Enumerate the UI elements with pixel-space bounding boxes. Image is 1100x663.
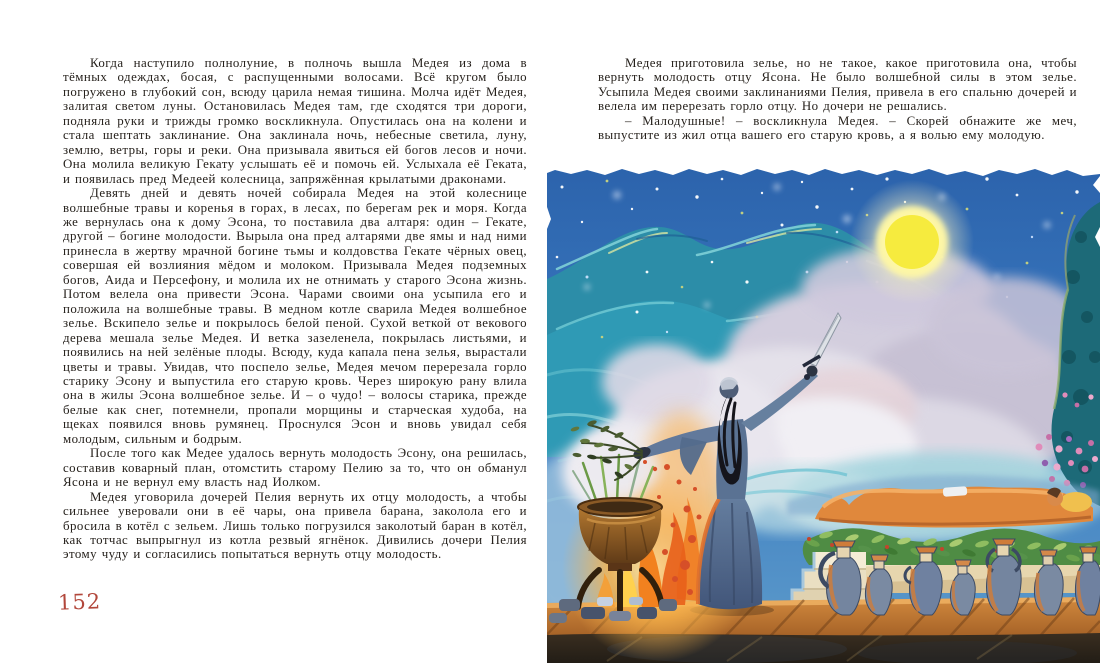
reclining-figure [815,486,1093,527]
paragraph: Девять дней и девять ночей собирала Медея на этой колеснице волшебные травы и коренья в горах, в лесах, по берегам рек и моря. Когда же вернулась она к дому Эсона, то поставила два алтаря: один – Гекате, другой – богине молодости. Вырыла она пред алтарями две ямы и над ними принесла в жертву мрачной богине тьмы и колдовства Гекате чёрных овец, совершая ей возлияния мёдом и молоком. Призывала Медея подземных богов, Аида и Персефону, и молила их не отнимать у старого Эсона жизнь. Потом велела она привести Эсона. Чарами своими она усыпила его и положила на волшебные травы. В медном котле сварила Медея волшебное зелье. Вскипело зелье и покрылось белой пеной. Сухой веткой от векового дерева мешала зелье Медея. И ветка зазеленела, покрылась листьями, и появились на ней зелёные плоды. Всюду, куда капала пена зелья, вырастали цветы и травы. Увидав, что поспело зелье, Медея мечом перерезала горло старику Эсону и выпустила его старую кровь. Через широкую рану влила она в жилы Эсона волшебное зелье. И – о чудо! – волосы старика, прежде белые как снег, потемнели, пропали морщины и старческая худоба, на щеках появился вновь румянец. Проснулся Эсон и вновь увидал себя молодым, сильным и бодрым. [63,186,527,446]
paragraph: Когда наступило полнолуние, в полночь вышла Медея из дома в тёмных одеждах, босая, с распущенными волосами. Всё кругом было погружено в глубокий сон, всюду царила немая тишина. Молча идёт Медея, залитая светом луны. Остановилась Медея там, где сходятся три дороги, подняла руки и трижды громко воскликнула. Опустилась она на колени и стала шептать заклинание. Она заклинала ночь, небесные светила, луну, землю, ветры, горы и реки. Она призывала явиться ей богов лесов и ночи. Она молила великую Гекату услышать её и помочь ей. Услыхала её Геката, и появилась пред Медеей колесница, запряжённая крылатыми драконами. [63,56,527,186]
paragraph: Медея приготовила зелье, но не такое, какое приготовила она, чтобы вернуть молодость отцу Ясона. Не было волшебной силы в этом зелье. Усыпила Медея своими заклинаниями Пелия, привела в его спальню дочерей и велела им перерезать горло отцу. Но дочери не решались. [598,56,1077,114]
paragraph: После того как Медее удалось вернуть молодость Эсону, она решилась, составив коварный план, отомстить старому Пелию за то, что он обманул Ясона и не вернул ему власть над Иолком. [63,446,527,490]
left-text-block [63,56,527,562]
paragraph: – Малодушные! – воскликнула Медея. – Скорей обнажите же меч, выпустите из жил отца вашего его старую кровь, а я волью ему молодую. [598,113,1077,143]
illustration-medea-ritual [547,167,1100,663]
amphora [987,539,1022,615]
moon [850,180,974,304]
page-number: 152 [57,589,102,615]
paragraph: Медея уговорила дочерей Пелия вернуть их отцу молодость, а чтобы сильнее уверовали они в её чары, она привела барана, заколола его и бросила в котёл с зельем. Лишь только погрузился заколотый баран в котёл, как тотчас выпрыгнул из котла резвый ягнёнок. Дивились дочери Пелия этому чуду и согласились попытаться вернуть отцу молодость. [63,489,527,562]
right-text-block [598,56,1077,143]
